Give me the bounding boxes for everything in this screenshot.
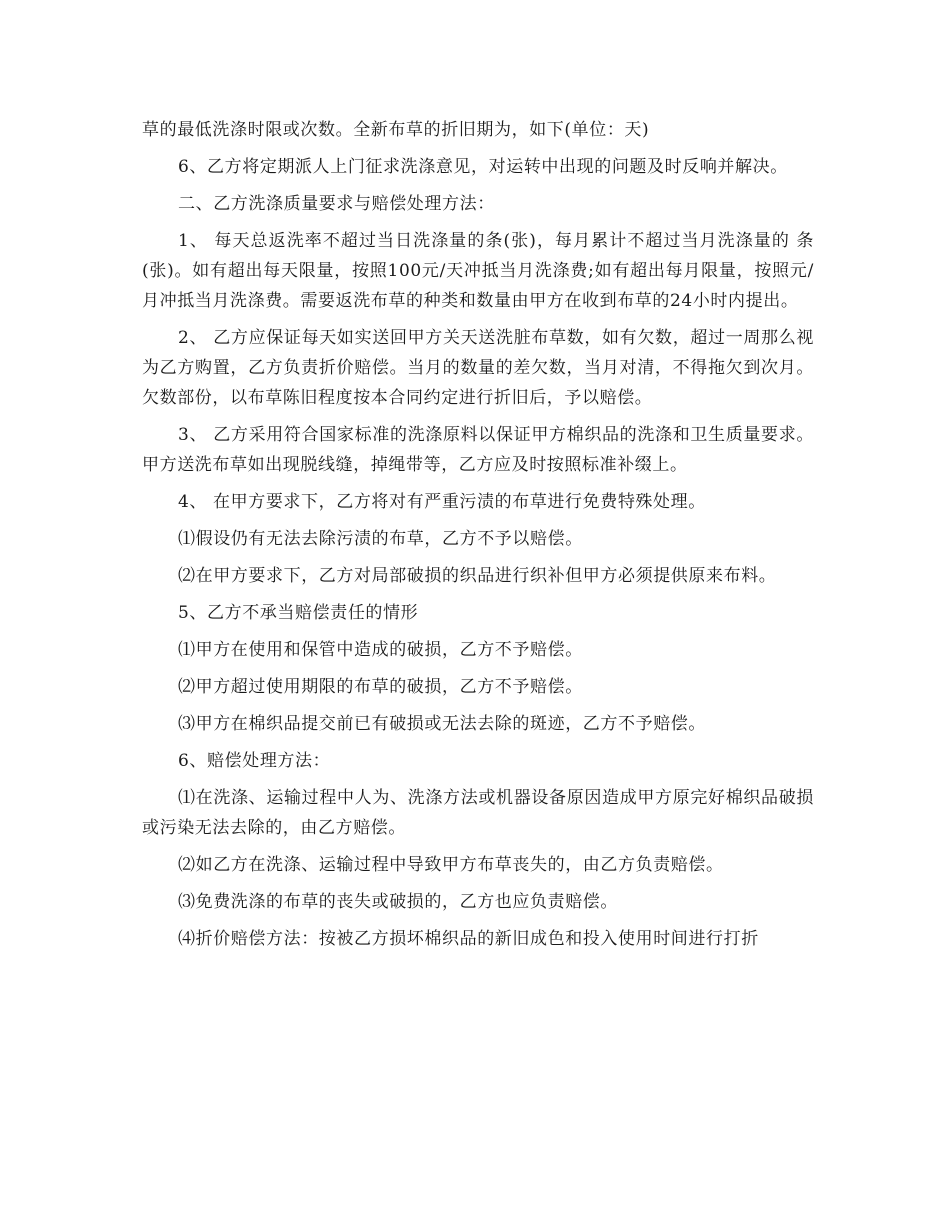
paragraph: 6、赔偿处理方法： [178, 751, 331, 771]
list-item: ⑷折价赔偿方法：按被乙方损坏棉织品的新旧成色和投入使用时间进行打折 [178, 929, 759, 949]
paragraph: 3、 乙方采用符合国家标准的洗涤原料以保证甲方棉织品的洗涤和卫生质量要求。甲方送洗布草如出现脱线缝，掉绳带等，乙方应及时按照标准补缀上。 [142, 425, 814, 475]
paragraph: 6、乙方将定期派人上门征求洗涤意见，对运转中出现的问题及时反响并解决。 [178, 157, 788, 177]
list-item: ⑴在洗涤、运输过程中人为、洗涤方法或机器设备原因造成甲方原完好棉织品破损或污染无法去除的，由乙方赔偿。 [142, 788, 814, 838]
list-item: ⑵甲方超过使用期限的布草的破损，乙方不予赔偿。 [178, 677, 583, 697]
list-item: ⑶甲方在棉织品提交前已有破损或无法去除的斑迹，乙方不予赔偿。 [178, 714, 706, 734]
paragraph: 4、 在甲方要求下，乙方将对有严重污渍的布草进行免费特殊处理。 [178, 492, 706, 512]
list-item: ⑴甲方在使用和保管中造成的破损，乙方不予赔偿。 [178, 640, 583, 660]
paragraph: 草的最低洗涤时限或次数。全新布草的折旧期为，如下(单位：天) [142, 120, 650, 140]
document-body [142, 115, 814, 961]
paragraph: 5、乙方不承当赔偿责任的情形 [178, 603, 419, 623]
paragraph: 1、 每天总返洗率不超过当日洗涤量的条(张)，每月累计不超过当月洗涤量的 条(张)。如有超出每天限量，按照100元/天冲抵当月洗涤费;如有超出每月限量，按照元/月冲抵当月洗涤费。需要返洗布草的种类和数量由甲方在收到布草的24小时内提出。 [142, 231, 814, 311]
list-item: ⑶免费洗涤的布草的丧失或破损的，乙方也应负责赔偿。 [178, 892, 618, 912]
list-item: ⑴假设仍有无法去除污渍的布草，乙方不予以赔偿。 [178, 529, 583, 549]
list-item: ⑵在甲方要求下，乙方对局部破损的织品进行织补但甲方必须提供原来布料。 [178, 566, 777, 586]
section-heading: 二、乙方洗涤质量要求与赔偿处理方法： [178, 194, 495, 214]
paragraph: 2、 乙方应保证每天如实送回甲方关天送洗脏布草数，如有欠数，超过一周那么视为乙方购置，乙方负责折价赔偿。当月的数量的差欠数，当月对清，不得拖欠到次月。欠数部份，以布草陈旧程度按本合同约定进行折旧后，予以赔偿。 [142, 328, 814, 408]
list-item: ⑵如乙方在洗涤、运输过程中导致甲方布草丧失的，由乙方负责赔偿。 [178, 855, 724, 875]
